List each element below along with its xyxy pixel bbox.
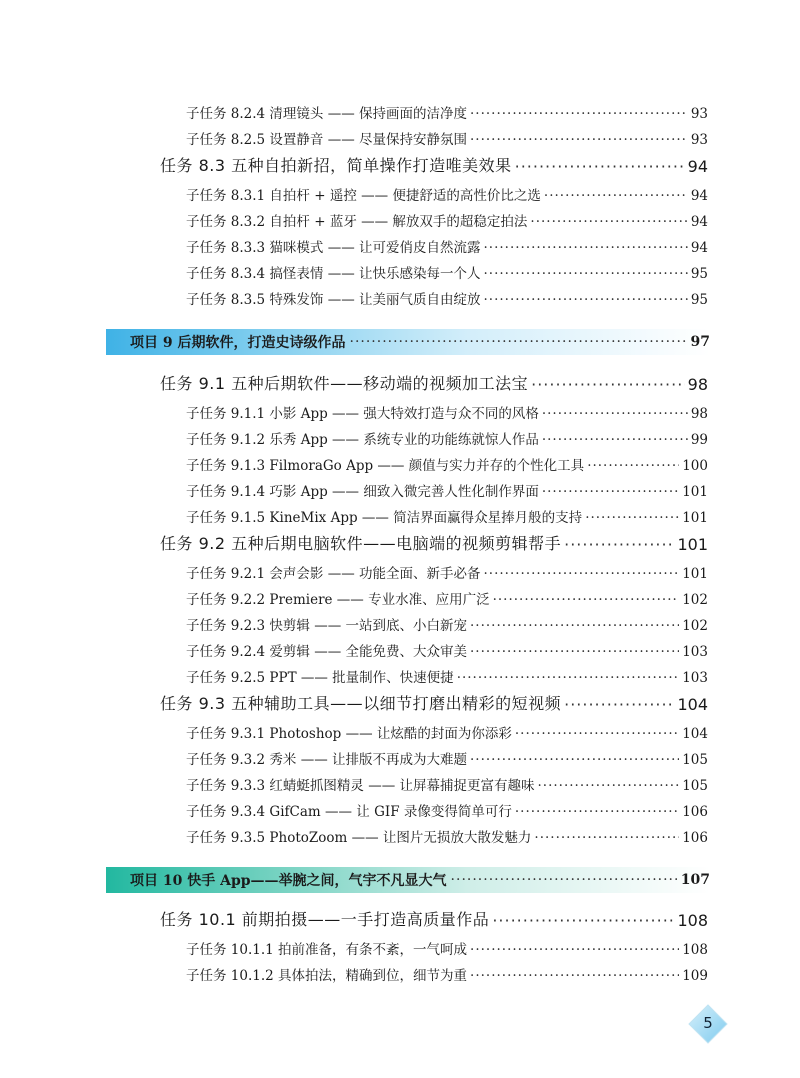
toc-entry-9-3-3[interactable]: [186, 770, 708, 794]
dot-leader: [515, 804, 679, 820]
toc-entry-9-2-4[interactable]: [186, 636, 708, 660]
dot-leader: [587, 458, 679, 474]
entry-title: 项目 9 后期软件，打造史诗级作品: [130, 335, 346, 351]
dot-leader: [457, 670, 680, 686]
toc-entry-9-1-1[interactable]: [186, 398, 708, 422]
entry-title: 任务 8.3 五种自拍新招，简单操作打造唯美效果: [160, 156, 512, 175]
entry-page: 100: [682, 458, 708, 474]
entry-title: 子任务 9.1.4 巧影 App —— 细致入微完善人性化制作界面: [186, 484, 539, 500]
entry-title: 子任务 9.2.1 会声会影 —— 功能全面、新手必备: [186, 566, 481, 582]
entry-page: 107: [680, 872, 710, 888]
dot-leader: [484, 266, 688, 282]
entry-title: 子任务 9.2.4 爱剪辑 —— 全能免费、大众审美: [186, 644, 468, 660]
dot-leader: [451, 872, 677, 888]
entry-page: 103: [682, 670, 708, 686]
entry-title: 子任务 9.3.4 GifCam —— 让 GIF 录像变得简单可行: [186, 804, 512, 820]
entry-title: 子任务 9.2.5 PPT —— 批量制作、快速便捷: [186, 670, 454, 686]
project-9-banner[interactable]: [106, 329, 710, 355]
dot-leader: [350, 334, 687, 350]
entry-page: 95: [690, 266, 708, 282]
entry-title: 子任务 8.3.4 搞怪表情 —— 让快乐感染每一个人: [186, 266, 481, 282]
entry-page: 94: [690, 240, 708, 256]
entry-title: 子任务 10.1.1 拍前准备，有条不紊，一气呵成: [186, 942, 468, 958]
entry-page: 93: [690, 132, 708, 148]
dot-leader: [470, 106, 688, 122]
entry-title: 子任务 8.3.5 特殊发饰 —— 让美丽气质自由绽放: [186, 292, 481, 308]
entry-page: 97: [690, 334, 710, 350]
dot-leader: [484, 240, 688, 256]
dot-leader: [585, 510, 679, 526]
toc-entry-9-2-2[interactable]: [186, 584, 708, 608]
project-10-banner[interactable]: [106, 867, 710, 893]
entry-title: 子任务 10.1.2 具体拍法，精确到位，细节为重: [186, 968, 468, 984]
dot-leader: [530, 214, 687, 230]
toc-entry-9-1-3[interactable]: [186, 450, 708, 474]
dot-leader: [484, 566, 680, 582]
entry-title: 子任务 9.3.2 秀米 —— 让排版不再成为大难题: [186, 752, 468, 768]
dot-leader: [538, 778, 680, 794]
toc-entry-8-3-2[interactable]: [186, 206, 708, 230]
entry-page: 109: [682, 968, 708, 984]
entry-page: 101: [677, 535, 708, 554]
entry-title: 子任务 9.2.2 Premiere —— 专业水准、应用广泛: [186, 592, 490, 608]
entry-title: 子任务 9.2.3 快剪辑 —— 一站到底、小白新宠: [186, 618, 468, 634]
entry-title: 项目 10 快手 App——举腕之间，气宇不凡显大气: [130, 873, 447, 889]
entry-title: 子任务 8.3.1 自拍杆 + 遥控 —— 便捷舒适的高性价比之选: [186, 188, 541, 204]
toc-entry-9-2-5[interactable]: [186, 662, 708, 686]
toc-entry-9-1-4[interactable]: [186, 476, 708, 500]
toc-entry-10-1[interactable]: [160, 906, 708, 930]
dot-leader: [542, 406, 688, 422]
entry-page: 93: [690, 106, 708, 122]
dot-leader: [534, 830, 679, 846]
entry-page: 101: [682, 510, 708, 526]
toc-entry-9-3-5[interactable]: [186, 822, 708, 846]
toc-entry-8-3-4[interactable]: [186, 258, 708, 282]
toc-entry-9-3[interactable]: [160, 690, 708, 714]
toc-entry-9-2-3[interactable]: [186, 610, 708, 634]
entry-title: 子任务 9.1.2 乐秀 App —— 系统专业的功能练就惊人作品: [186, 432, 539, 448]
entry-page: 94: [690, 214, 708, 230]
entry-page: 94: [687, 157, 708, 176]
dot-leader: [515, 157, 685, 176]
entry-page: 95: [690, 292, 708, 308]
dot-leader: [515, 726, 679, 742]
dot-leader: [564, 695, 674, 714]
toc-entry-10-1-1[interactable]: [186, 934, 708, 958]
dot-leader: [470, 644, 679, 660]
toc-entry-8-3-5[interactable]: [186, 284, 708, 308]
entry-page: 94: [690, 188, 708, 204]
dot-leader: [470, 752, 679, 768]
entry-page: 99: [690, 432, 708, 448]
dot-leader: [531, 375, 685, 394]
entry-page: 108: [677, 911, 708, 930]
toc-entry-8-3[interactable]: [160, 152, 708, 176]
toc-entry-9-3-2[interactable]: [186, 744, 708, 768]
entry-title: 子任务 8.3.2 自拍杆 + 蓝牙 —— 解放双手的超稳定拍法: [186, 214, 528, 230]
entry-page: 102: [682, 592, 708, 608]
entry-title: 子任务 9.1.3 FilmoraGo App —— 颜值与实力并存的个性化工具: [186, 458, 585, 474]
page-number-badge: [688, 1004, 728, 1044]
dot-leader: [493, 592, 680, 608]
entry-title: 子任务 9.3.5 PhotoZoom —— 让图片无损放大散发魅力: [186, 830, 532, 846]
toc-entry-10-1-2[interactable]: [186, 960, 708, 984]
dot-leader: [492, 911, 674, 930]
entry-title: 子任务 9.1.1 小影 App —— 强大特效打造与众不同的风格: [186, 406, 539, 422]
toc-entry-9-3-1[interactable]: [186, 718, 708, 742]
entry-title: 子任务 8.2.5 设置静音 —— 尽量保持安静氛围: [186, 132, 468, 148]
dot-leader: [564, 535, 674, 554]
entry-title: 子任务 9.1.5 KineMix App —— 简洁界面赢得众星捧月般的支持: [186, 510, 583, 526]
dot-leader: [470, 132, 688, 148]
toc-entry-9-1[interactable]: [160, 370, 708, 394]
entry-page: 104: [682, 726, 708, 742]
entry-page: 101: [682, 566, 708, 582]
entry-page: 102: [682, 618, 708, 634]
dot-leader: [484, 292, 688, 308]
page-number: 5: [703, 1014, 713, 1032]
entry-page: 103: [682, 644, 708, 660]
toc-entry-8-3-3[interactable]: [186, 232, 708, 256]
dot-leader: [470, 618, 679, 634]
dot-leader: [542, 432, 688, 448]
toc-entry-9-2-1[interactable]: [186, 558, 708, 582]
entry-title: 任务 9.3 五种辅助工具——以细节打磨出精彩的短视频: [160, 694, 562, 713]
toc-entry-9-1-5[interactable]: [186, 502, 708, 526]
toc-entry-8-2-4[interactable]: [186, 98, 708, 122]
entry-page: 106: [682, 830, 708, 846]
dot-leader: [470, 968, 679, 984]
dot-leader: [470, 942, 679, 958]
entry-title: 子任务 9.3.1 Photoshop —— 让炫酷的封面为你添彩: [186, 726, 512, 742]
entry-page: 106: [682, 804, 708, 820]
toc-entry-9-1-2[interactable]: [186, 424, 708, 448]
entry-title: 子任务 8.2.4 清理镜头 —— 保持画面的洁净度: [186, 106, 468, 122]
dot-leader: [542, 484, 679, 500]
toc-entry-9-2[interactable]: [160, 530, 708, 554]
entry-title: 任务 9.2 五种后期电脑软件——电脑端的视频剪辑帮手: [160, 534, 562, 553]
toc-entry-9-3-4[interactable]: [186, 796, 708, 820]
toc-entry-8-3-1[interactable]: [186, 180, 708, 204]
entry-page: 98: [690, 406, 708, 422]
entry-page: 105: [682, 778, 708, 794]
entry-title: 任务 10.1 前期拍摄——一手打造高质量作品: [160, 910, 490, 929]
entry-page: 108: [682, 942, 708, 958]
toc-entry-8-2-5[interactable]: [186, 124, 708, 148]
entry-title: 子任务 9.3.3 红蜻蜓抓图精灵 —— 让屏幕捕捉更富有趣味: [186, 778, 535, 794]
entry-page: 98: [687, 375, 708, 394]
entry-page: 105: [682, 752, 708, 768]
entry-title: 任务 9.1 五种后期软件——移动端的视频加工法宝: [160, 374, 529, 393]
entry-title: 子任务 8.3.3 猫咪模式 —— 让可爱俏皮自然流露: [186, 240, 481, 256]
entry-page: 101: [682, 484, 708, 500]
entry-page: 104: [677, 695, 708, 714]
dot-leader: [544, 188, 688, 204]
